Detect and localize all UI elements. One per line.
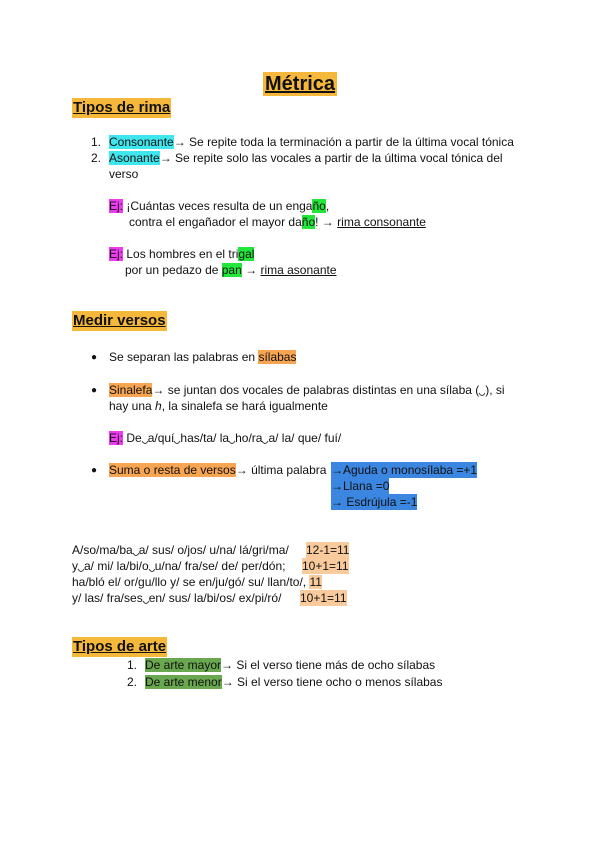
bullet-text: → última palabra <box>235 463 327 477</box>
definition: Se repite toda la terminación a partir de la última vocal tónica <box>185 135 514 149</box>
verse-text: ha/bló el/ or/gu/llo y/ se en/ju/gó/ su/ llan/to/, <box>72 575 310 589</box>
definition-continuation: verso <box>109 167 139 181</box>
example-sinalefa <box>109 430 341 446</box>
bullet-icon: ● <box>91 352 98 363</box>
section-heading-medir-versos: Medir versos <box>73 312 166 329</box>
bullet-icon: ● <box>91 385 98 396</box>
rhyme-highlight: ño <box>301 215 316 229</box>
term-arte-mayor: De arte mayor <box>145 658 222 672</box>
bullet-sinalefa-continuation <box>109 398 328 414</box>
term-asonante: Asonante <box>109 151 160 165</box>
rule-esdrujula: → Esdrújula =-1 <box>331 495 418 509</box>
list-number: 2. <box>127 675 138 689</box>
example-text: , <box>325 199 330 213</box>
bullet-silabas <box>109 349 296 365</box>
list-item-consonante <box>109 134 514 150</box>
list-item-arte-mayor <box>145 657 435 673</box>
example-tag: Ej: <box>109 247 124 261</box>
verse-line-2 <box>72 558 285 574</box>
rhyme-highlight: pan <box>221 263 242 277</box>
verse-text: y/ las/ fra/ses <box>72 591 143 605</box>
list-number: 2. <box>91 151 102 165</box>
verse-text: y <box>72 559 78 573</box>
verse-count-2: 10+1=11 <box>302 559 349 573</box>
rhyme-highlight: ño <box>312 199 326 213</box>
definition: Se repite solo las vocales a partir de la última vocal tónica del <box>171 151 503 165</box>
syllable-text: a/ la/ que/ fuí/ <box>268 431 342 445</box>
arrow: → <box>173 135 186 149</box>
example-text: por un pedazo de <box>125 263 222 277</box>
section-heading-tipos-rima: Tipos de rima <box>73 99 171 116</box>
rule-llana: →Llana =0 <box>331 479 390 493</box>
italic-h: h <box>155 399 162 413</box>
page-title: Métrica <box>265 73 336 95</box>
highlight-silabas: sílabas <box>258 350 297 364</box>
example-text: → <box>241 263 261 277</box>
rhyme-highlight: gal <box>238 247 255 261</box>
bullet-sinalefa <box>109 382 505 398</box>
rhyme-type-label: rima consonante <box>337 215 426 229</box>
rule-aguda: →Aguda o monosílaba =+1 <box>331 463 478 477</box>
list-item-arte-menor <box>145 674 442 690</box>
list-item-asonante <box>109 150 503 166</box>
list-number: 1. <box>91 135 102 149</box>
example-consonante-line2 <box>129 214 426 230</box>
example-text: ! → <box>315 215 338 229</box>
section-heading-tipos-arte: Tipos de arte <box>73 638 167 655</box>
term-consonante: Consonante <box>109 135 174 149</box>
verse-line-1 <box>72 542 289 558</box>
term-sinalefa: Sinalefa <box>109 383 153 397</box>
bullet-icon: ● <box>91 465 98 476</box>
verse-text: en/ sus/ la/bi/os/ ex/pi/ró/ <box>148 591 282 605</box>
verse-text: A/so/ma/ba <box>72 543 133 557</box>
bullet-text: → se juntan dos vocales de palabras distintas en una sílaba ( <box>152 383 480 397</box>
verse-line-4 <box>72 590 281 606</box>
example-text: Los hombres en el tri <box>123 247 239 261</box>
example-asonante-line1 <box>109 246 254 262</box>
example-asonante-line2 <box>125 262 337 278</box>
arrow: → <box>159 151 172 165</box>
example-text: ¡Cuántas veces resulta de un enga <box>123 199 313 213</box>
example-tag: Ej: <box>109 431 124 445</box>
bullet-text: , la sinalefa se hará igualmente <box>161 399 328 413</box>
definition: → Si el verso tiene más de ocho sílabas <box>221 658 436 672</box>
verse-text: a/ sus/ o/jos/ u/na/ lá/gri/ma/ <box>138 543 289 557</box>
verse-count-1: 12-1=11 <box>306 543 350 557</box>
example-tag: Ej: <box>109 199 124 213</box>
example-text: contra el engañador el mayor da <box>129 215 302 229</box>
verse-text: u/na/ fra/se/ de/ per/dón; <box>154 559 286 573</box>
verse-text: a/ mi/ la/bi/o <box>84 559 149 573</box>
verse-count-3: 11 <box>309 575 322 589</box>
term-suma-resta: Suma o resta de versos <box>109 463 236 477</box>
term-arte-menor: De arte menor <box>145 675 222 689</box>
syllable-text: De <box>123 431 142 445</box>
example-consonante-line1 <box>109 198 329 214</box>
bullet-suma-resta <box>109 462 326 478</box>
definition: → Si el verso tiene ocho o menos sílabas <box>221 675 443 689</box>
syllable-text: ho/ra <box>235 431 263 445</box>
syllable-text: a/quí <box>147 431 175 445</box>
verse-count-4: 10+1=11 <box>300 591 347 605</box>
syllable-text: has/ta/ la <box>180 431 230 445</box>
list-number: 1. <box>127 658 138 672</box>
bullet-text: Se separan las palabras en <box>109 350 259 364</box>
bullet-text: ), si <box>485 383 505 397</box>
verse-line-3 <box>72 574 322 590</box>
bullet-text: hay una <box>109 399 156 413</box>
rhyme-type-label: rima asonante <box>260 263 337 277</box>
